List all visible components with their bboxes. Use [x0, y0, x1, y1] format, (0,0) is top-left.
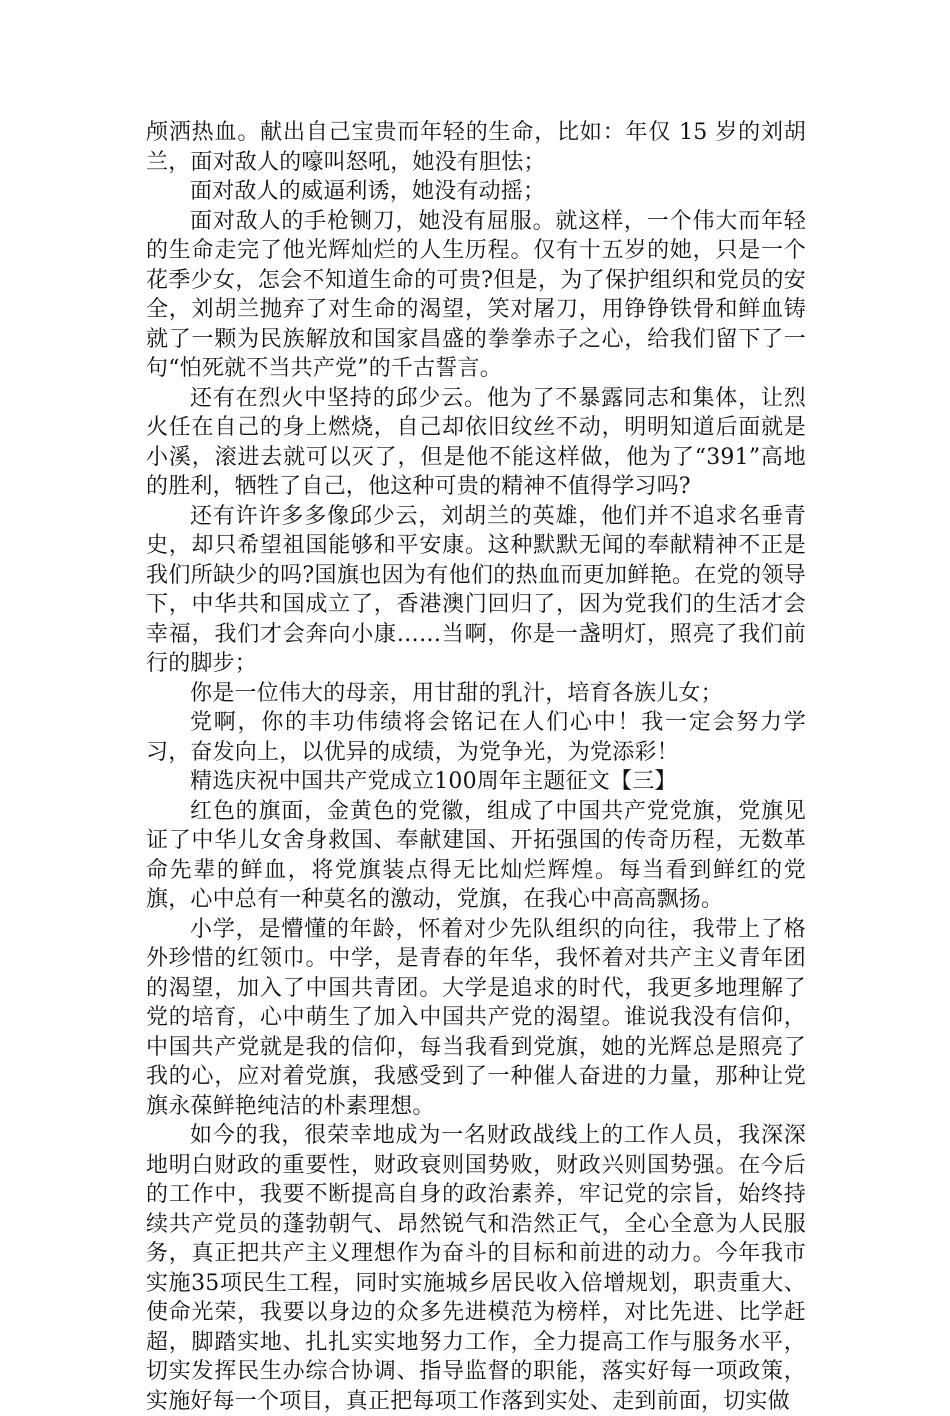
section-heading: 精选庆祝中国共产党成立100周年主题征文【三】 — [190, 769, 677, 794]
paragraph-9: 小学，是懵懂的年龄，怀着对少先队组织的向往，我带上了格外珍惜的红领巾。中学，是青春的年华，我怀着对共产主义青年团的渴望，加入了中国共青团。大学是追求的时代，我更多地理解了党的培育，心中萌生了加入中国共产党的渴望。谁说我没有信仰，中国共产党就是我的信仰，每当我看到党旗，她的光辉总是照亮了我的心，应对着党旗，我感受到了一种催人奋进的力量，那种让党旗永葆鲜艳纯洁的朴素理想。 — [146, 916, 806, 1119]
document-page — [146, 118, 806, 1416]
paragraph-7: 党啊，你的丰功伟绩将会铭记在人们心中！我一定会努力学习，奋发向上，以优异的成绩，为党争光，为党添彩！ — [146, 710, 806, 765]
paragraph-8: 红色的旗面，金黄色的党徽，组成了中国共产党党旗，党旗见证了中华儿女舍身救国、奉献建国、开拓强国的传奇历程，无数革命先辈的鲜血，将党旗装点得无比灿烂辉煌。每当看到鲜红的党旗，心中总有一种莫名的激动，党旗，在我心中高高飘扬。 — [146, 798, 806, 912]
paragraph-5: 还有许许多多像邱少云，刘胡兰的英雄，他们并不追求名垂青史，却只希望祖国能够和平安康。这种默默无闻的奉献精神不正是我们所缺少的吗?国旗也因为有他们的热血而更加鲜艳。在党的领导下，中华共和国成立了，香港澳门回归了，因为党我们的生活才会幸福，我们才会奔向小康……当啊，你是一盏明灯，照亮了我们前行的脚步； — [146, 503, 806, 676]
paragraph-1: 颅洒热血。献出自己宝贵而年轻的生命，比如：年仅 15 岁的刘胡兰，面对敌人的嚎叫怒吼，她没有胆怯； — [146, 120, 806, 175]
paragraph-2: 面对敌人的威逼利诱，她没有动摇； — [190, 179, 546, 204]
paragraph-10: 如今的我，很荣幸地成为一名财政战线上的工作人员，我深深地明白财政的重要性，财政衰则国势败，财政兴则国势强。在今后的工作中，我要不断提高自身的政治素养，牢记党的宗旨，始终持续共产党员的蓬勃朝气、昂然锐气和浩然正气，全心全意为人民服务，真正把共产主义理想作为奋斗的目标和前进的动力。今年我市实施35项民生工程，同时实施城乡居民收入倍增规划，职责重大、使命光荣，我要以身边的众多先进模范为榜样，对比先进、比学赶超，脚踏实地、扎扎实实地努力工作，全力提高工作与服务水平，切实发挥民生办综合协调、指导监督的职能，落实好每一项政策，实施好每一个项目，真正把每项工作落到实处、走到前面，切实做 — [146, 1123, 806, 1414]
paragraph-4: 还有在烈火中坚持的邱少云。他为了不暴露同志和集体，让烈火任在自己的身上燃烧，自己却依旧纹丝不动，明明知道后面就是小溪，滚进去就可以灭了，但是他不能这样做，他为了“391”高地的胜利，牺牲了自己，他这种可贵的精神不值得学习吗? — [146, 385, 806, 499]
paragraph-3: 面对敌人的手枪铡刀，她没有屈服。就这样，一个伟大而年轻的生命走完了他光辉灿烂的人生历程。仅有十五岁的她，只是一个花季少女，怎会不知道生命的可贵?但是，为了保护组织和党员的安全，刘胡兰抛弃了对生命的渴望，笑对屠刀，用铮铮铁骨和鲜血铸就了一颗为民族解放和国家昌盛的拳拳赤子之心，给我们留下了一句“怕死就不当共产党”的千古誓言。 — [146, 208, 806, 381]
paragraph-6: 你是一位伟大的母亲，用甘甜的乳汁，培育各族儿女； — [190, 680, 723, 706]
